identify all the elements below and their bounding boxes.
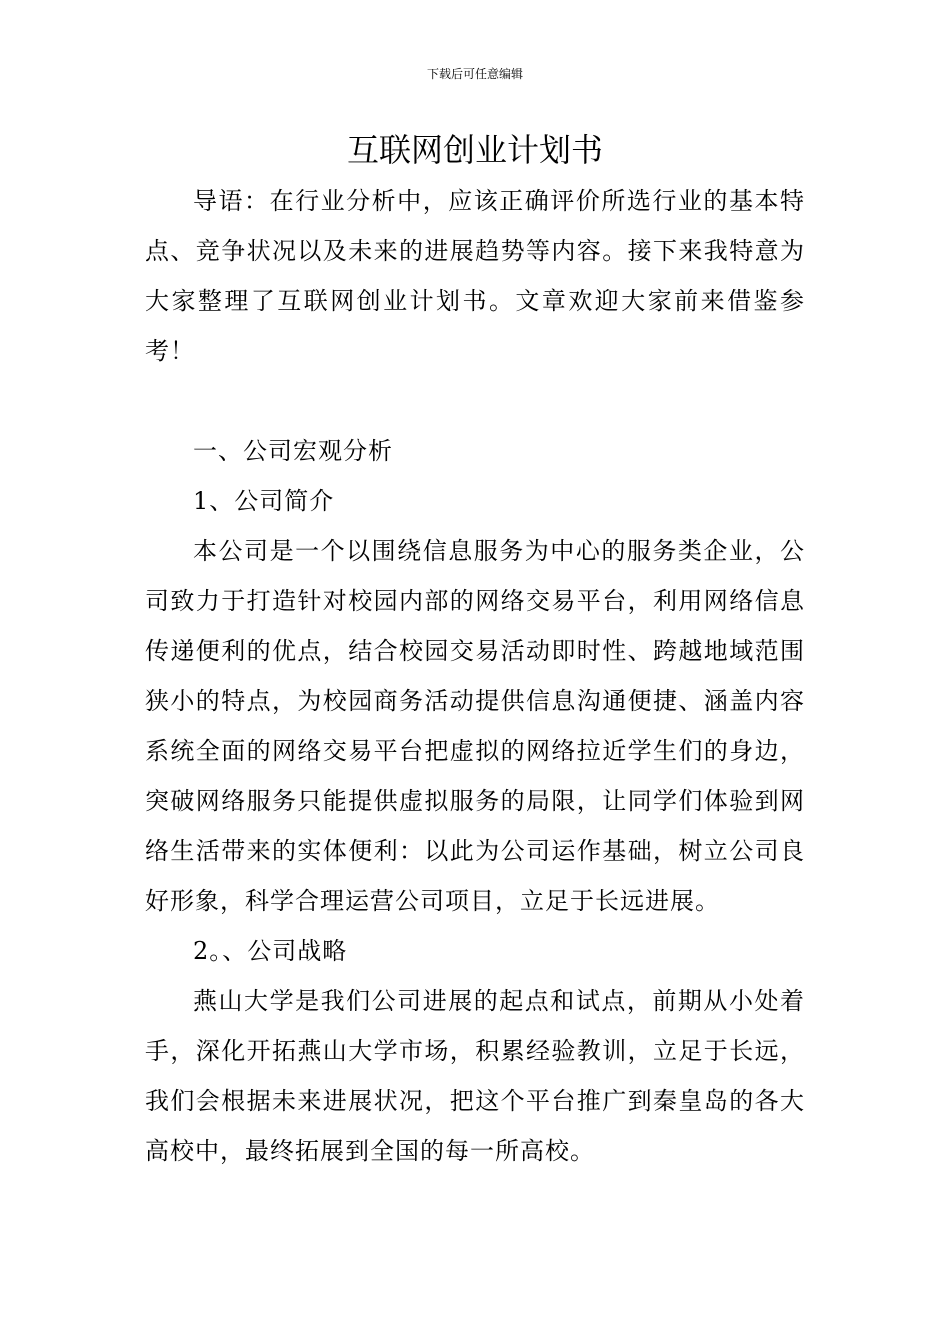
document-title: 互联网创业计划书 (346, 131, 603, 169)
subsection-2-body: 燕山大学是我们公司进展的起点和试点，前期从小处着手，深化开拓燕山大学市场，积累经验教训，立足于长远，我们会根据未来进展状况，把这个平台推广到秦皇岛的各大高校中，最终拓展到全国的每一所高校。 (145, 987, 805, 1165)
intro-paragraph: 导语：在行业分析中，应该正确评价所选行业的基本特点、竞争状况以及未来的进展趋势等内容。接下来我特意为大家整理了互联网创业计划书。文章欢迎大家前来借鉴参考！ (145, 187, 805, 365)
subsection-1-body: 本公司是一个以围绕信息服务为中心的服务类企业，公司致力于打造针对校园内部的网络交易平台，利用网络信息传递便利的优点，结合校园交易活动即时性、跨越地域范围狭小的特点，为校园商务活动提供信息沟通便捷、涵盖内容系统全面的网络交易平台把虚拟的网络拉近学生们的身边，突破网络服务只能提供虚拟服务的局限，让同学们体验到网络生活带来的实体便利：以此为公司运作基础，树立公司良好形象，科学合理运营公司项目，立足于长远进展。 (145, 537, 805, 915)
subsection-2-heading: 2。、公司战略 (193, 937, 348, 965)
paragraph-gap (145, 376, 805, 426)
section-1-heading: 一、公司宏观分析 (193, 437, 393, 465)
subsection-1-heading: 1、公司简介 (193, 487, 335, 515)
document-body (145, 176, 805, 1176)
page-header-note: 下载后可任意编辑 (426, 67, 523, 81)
